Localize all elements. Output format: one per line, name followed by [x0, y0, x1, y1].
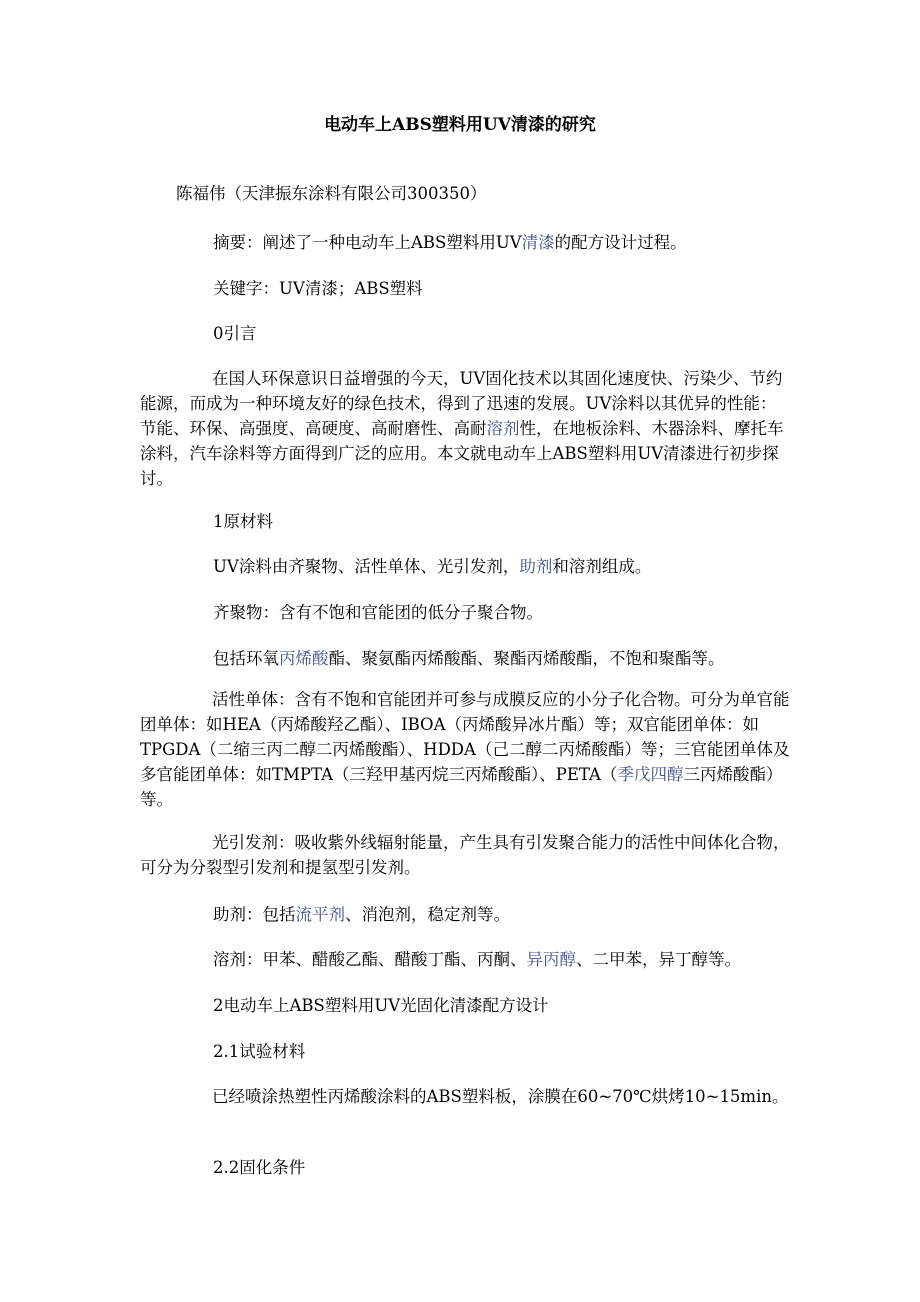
- section-2-2-heading: 2.2固化条件: [213, 1158, 306, 1177]
- link-jiwusichun[interactable]: 季戊四醇: [617, 765, 684, 784]
- section-2-1-heading: 2.1试验材料: [213, 1042, 306, 1061]
- link-zhuji[interactable]: 助剂: [519, 557, 553, 576]
- monomer-paragraph: 活性单体：含有不饱和官能团并可参与成膜反应的小分子化合物。可分为单官能团单体：如HEA（丙烯酸羟乙酯）、IBOA（丙烯酸异冰片酯）等；双官能团单体：如TPGDA（二缩三丙二醇二丙烯酸酯）、HDDA（己二醇二丙烯酸酯）等；三官能团单体及多官能团单体：如TMPTA（三羟甲基丙烷三丙烯酸酯）、PETA（季戊四醇三丙烯酸酯）等。: [140, 690, 790, 809]
- section-2-heading: 2电动车上ABS塑料用UV光固化清漆配方设计: [213, 996, 549, 1015]
- link-liupingji[interactable]: 流平剂: [295, 905, 345, 924]
- solvents-paragraph: 溶剂：甲苯、醋酸乙酯、醋酸丁酯、丙酮、异丙醇、二甲苯，异丁醇等。: [213, 950, 741, 969]
- link-yibingchun[interactable]: 异丙醇: [526, 950, 576, 969]
- link-rongji[interactable]: 溶剂: [486, 419, 520, 438]
- abstract: 摘要：阐述了一种电动车上ABS塑料用UV清漆的配方设计过程。: [213, 233, 687, 252]
- author-line: 陈福伟（天津振东涂料有限公司300350）: [176, 184, 487, 203]
- intro-paragraph: 在国人环保意识日益增强的今天，UV固化技术以其固化速度快、污染少、节约能源，而成为一种环境友好的绿色技术，得到了迅速的发展。UV涂料以其优异的性能：节能、环保、高强度、高硬度、高耐磨性、高耐溶剂性，在地板涂料、木器涂料、摩托车涂料，汽车涂料等方面得到广泛的应用。本文就电动车上ABS塑料用UV清漆进行初步探讨。: [140, 369, 784, 488]
- section-1-heading: 1原材料: [213, 512, 273, 531]
- keywords: 关键字：UV清漆；ABS塑料: [213, 279, 423, 298]
- link-qingqi[interactable]: 清漆: [521, 233, 555, 252]
- oligomer-paragraph: 齐聚物：含有不饱和官能团的低分子聚合物。: [213, 603, 543, 622]
- section-0-heading: 0引言: [213, 324, 257, 343]
- photoinitiator-paragraph: 光引发剂：吸收紫外线辐射能量，产生具有引发聚合能力的活性中间体化合物，可分为分裂型引发剂和提氢型引发剂。: [140, 833, 790, 877]
- additives-paragraph: 助剂：包括流平剂、消泡剂，稳定剂等。: [213, 905, 510, 924]
- composition-paragraph: UV涂料由齐聚物、活性单体、光引发剂，助剂和溶剂组成。: [213, 557, 652, 576]
- test-material-paragraph: 已经喷涂热塑性丙烯酸涂料的ABS塑料板，涂膜在60~70℃烘烤10~15min。: [212, 1087, 789, 1106]
- oligomer-list: 包括环氧丙烯酸酯、聚氨酯丙烯酸酯、聚酯丙烯酸酯，不饱和聚酯等。: [213, 649, 725, 668]
- document-title: 电动车上ABS塑料用UV清漆的研究: [324, 115, 596, 135]
- link-bingxisuan[interactable]: 丙烯酸: [279, 649, 329, 668]
